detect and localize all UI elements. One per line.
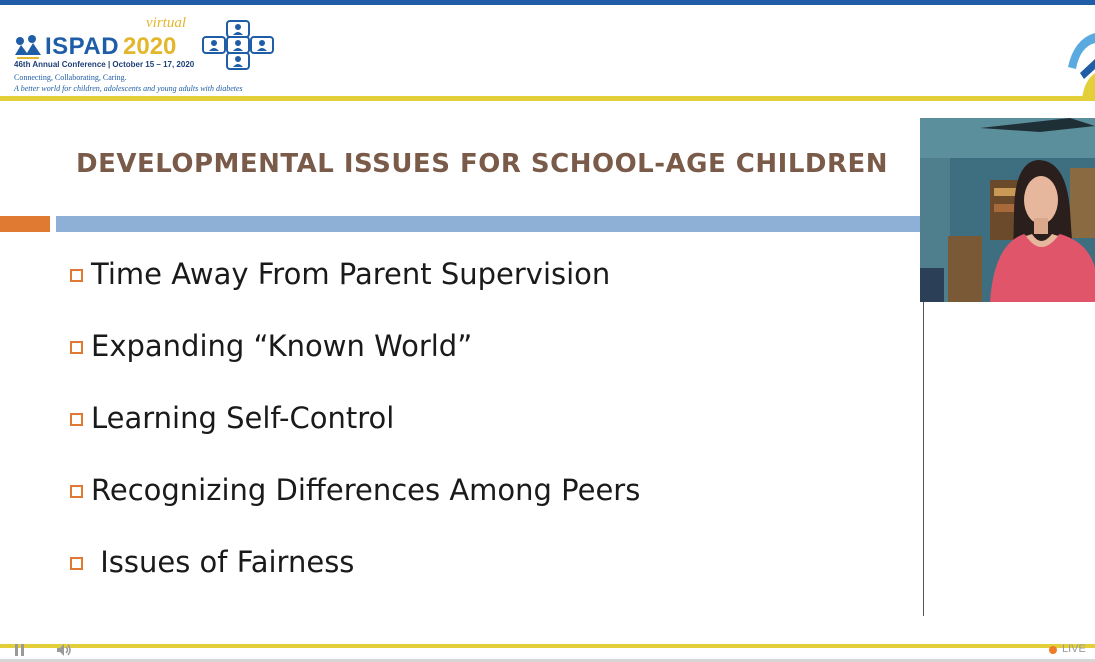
logo-ispad-text: ISPAD	[45, 33, 120, 60]
title-accent-orange	[0, 216, 50, 232]
live-indicator-dot	[1049, 646, 1057, 654]
slide-title: DEVELOPMENTAL ISSUES FOR SCHOOL-AGE CHILDREN	[75, 149, 889, 179]
conference-banner	[0, 5, 1095, 96]
progress-track[interactable]	[0, 644, 1095, 648]
logo-year-text: 2020	[123, 33, 177, 60]
bullet-text: Issues of Fairness	[91, 545, 355, 579]
ispad-logo	[13, 15, 303, 99]
bullet-text: Time Away From Parent Supervision	[91, 257, 611, 291]
bullet-text: Expanding “Known World”	[91, 329, 473, 363]
bullet-text: Recognizing Differences Among Peers	[91, 473, 641, 507]
bullet-item	[70, 545, 354, 585]
hollow-square-bullet-icon	[70, 485, 83, 498]
presenter-video-icon	[920, 118, 1095, 302]
hollow-square-bullet-icon	[70, 341, 83, 354]
presenter-webcam[interactable]	[920, 118, 1095, 302]
bullet-item	[70, 401, 394, 441]
corner-decoration-icon	[1062, 33, 1095, 103]
hollow-square-bullet-icon	[70, 413, 83, 426]
bullet-item	[70, 329, 472, 369]
live-label: LIVE	[1062, 643, 1086, 655]
tagline-better-world: A better world for children, adolescents and young adults with diabetes	[14, 84, 243, 93]
hollow-square-bullet-icon	[70, 557, 83, 570]
presentation-slide	[0, 101, 924, 617]
bullet-item	[70, 473, 640, 513]
volume-icon[interactable]	[56, 642, 72, 658]
bullet-item	[70, 257, 610, 297]
slide-edge-divider	[923, 300, 924, 616]
tagline-connecting: Connecting, Collaborating, Caring.	[14, 73, 127, 82]
bullet-text: Learning Self-Control	[91, 401, 395, 435]
conference-dates: 46th Annual Conference | October 15 – 17, 2020	[14, 60, 195, 69]
ispad-emblem-icon	[13, 33, 43, 59]
hollow-square-bullet-icon	[70, 269, 83, 282]
title-accent-blue	[56, 216, 924, 232]
video-grid-people-icon	[201, 19, 275, 71]
pause-icon[interactable]	[14, 644, 26, 656]
logo-virtual-text: virtual	[146, 15, 186, 31]
